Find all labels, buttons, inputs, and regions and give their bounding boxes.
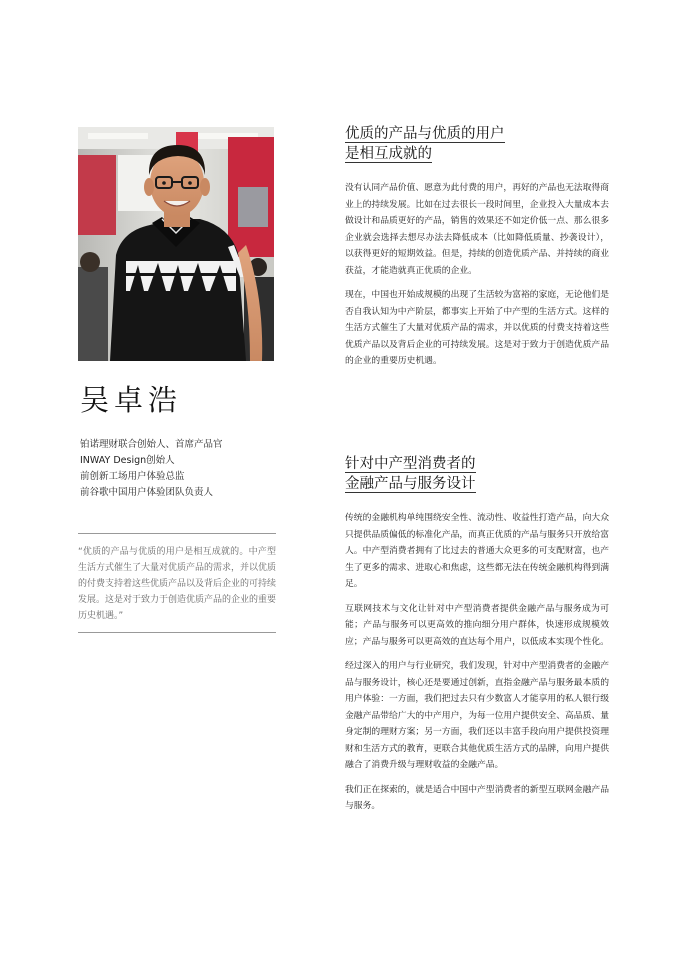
role-list (80, 437, 280, 501)
section-title (345, 454, 609, 494)
section-title-line: 针对中产型消费者的 (345, 456, 476, 472)
paragraph: 经过深入的用户与行业研究，我们发现，针对中产型消费者的金融产品与服务设计，核心还是要通过创新，直指金融产品与服务最本质的用户体验：一方面，我们把过去只有少数富人才能享用的私人银行级金融产品带给广大的中产用户，为每一位用户提供安全、高品质、量身定制的理财方案；另一方面，我们还以丰富手段向用户提供投资理财和生活方式的教育，更联合其他优质生活方式的品牌，向用户提供融合了消费升级与理财收益的金融产品。 (345, 661, 609, 770)
paragraph: 我们正在探索的，就是适合中国中产型消费者的新型互联网金融产品与服务。 (345, 784, 609, 811)
role-item: 前谷歌中国用户体验团队负责人 (80, 487, 214, 498)
section-quality-products (345, 124, 609, 378)
section-title-line: 金融产品与服务设计 (345, 476, 476, 492)
role-item: 前创新工场用户体验总监 (80, 471, 185, 482)
role-item: 铂诺理财联合创始人、首席产品官 (80, 439, 223, 450)
portrait-photo (78, 127, 274, 361)
paragraph: 现在，中国也开始成规模的出现了生活较为富裕的家庭，无论他们是否自我认知为中产阶层，都事实上开始了中产型的生活方式。这样的生活方式催生了大量对优质产品的需求，并以优质的付费支持着这些优质产品以及背后企业的可持续发展。这是对于致力于创造优质产品的企业的重要历史机遇。 (345, 290, 609, 366)
paragraph: 没有认同产品价值、愿意为此付费的用户，再好的产品也无法取得商业上的持续发展。比如在过去很长一段时间里，企业投入大量成本去做设计和品质更好的产品，销售的效果还不如定价低一点、那么很多企业就会选择去想尽办法去降低成本（比如降低质量、抄袭设计），以获得更好的短期效益。但是，持续的创造优质产品、并持续的商业获益，才能造就真正优质的企业。 (345, 183, 609, 276)
section-financial-design (345, 454, 609, 823)
pull-quote-text: “优质的产品与优质的用户是相互成就的。中产型生活方式催生了大量对优质产品的需求，并以优质的付费支持着这些优质产品以及背后企业的可持续发展。这是对于致力于创造优质产品的企业的重要历史机遇。” (78, 547, 277, 621)
paragraph: 传统的金融机构单纯围绕安全性、流动性、收益性打造产品，向大众只提供品质偏低的标准化产品，而真正优质的产品与服务只开放给富人。中产型消费者拥有了比过去的普通大众更多的可支配财富，也产生了更多的需求、进取心和焦虑，这些都无法在传统金融机构得到满足。 (345, 513, 609, 589)
role-item: INWAY Design创始人 (80, 455, 175, 466)
person-name: 吴卓浩 (80, 383, 183, 417)
paragraph: 互联网技术与文化让针对中产型消费者提供金融产品与服务成为可能；产品与服务可以更高效的推向细分用户群体，快速形成规模效应；产品与服务可以更高效的直达每个用户，以低成本实现个性化。 (345, 603, 609, 647)
pull-quote (78, 533, 276, 633)
section-title-line: 是相互成就的 (345, 146, 432, 162)
section-title (345, 124, 609, 164)
section-title-line: 优质的产品与优质的用户 (345, 126, 505, 142)
